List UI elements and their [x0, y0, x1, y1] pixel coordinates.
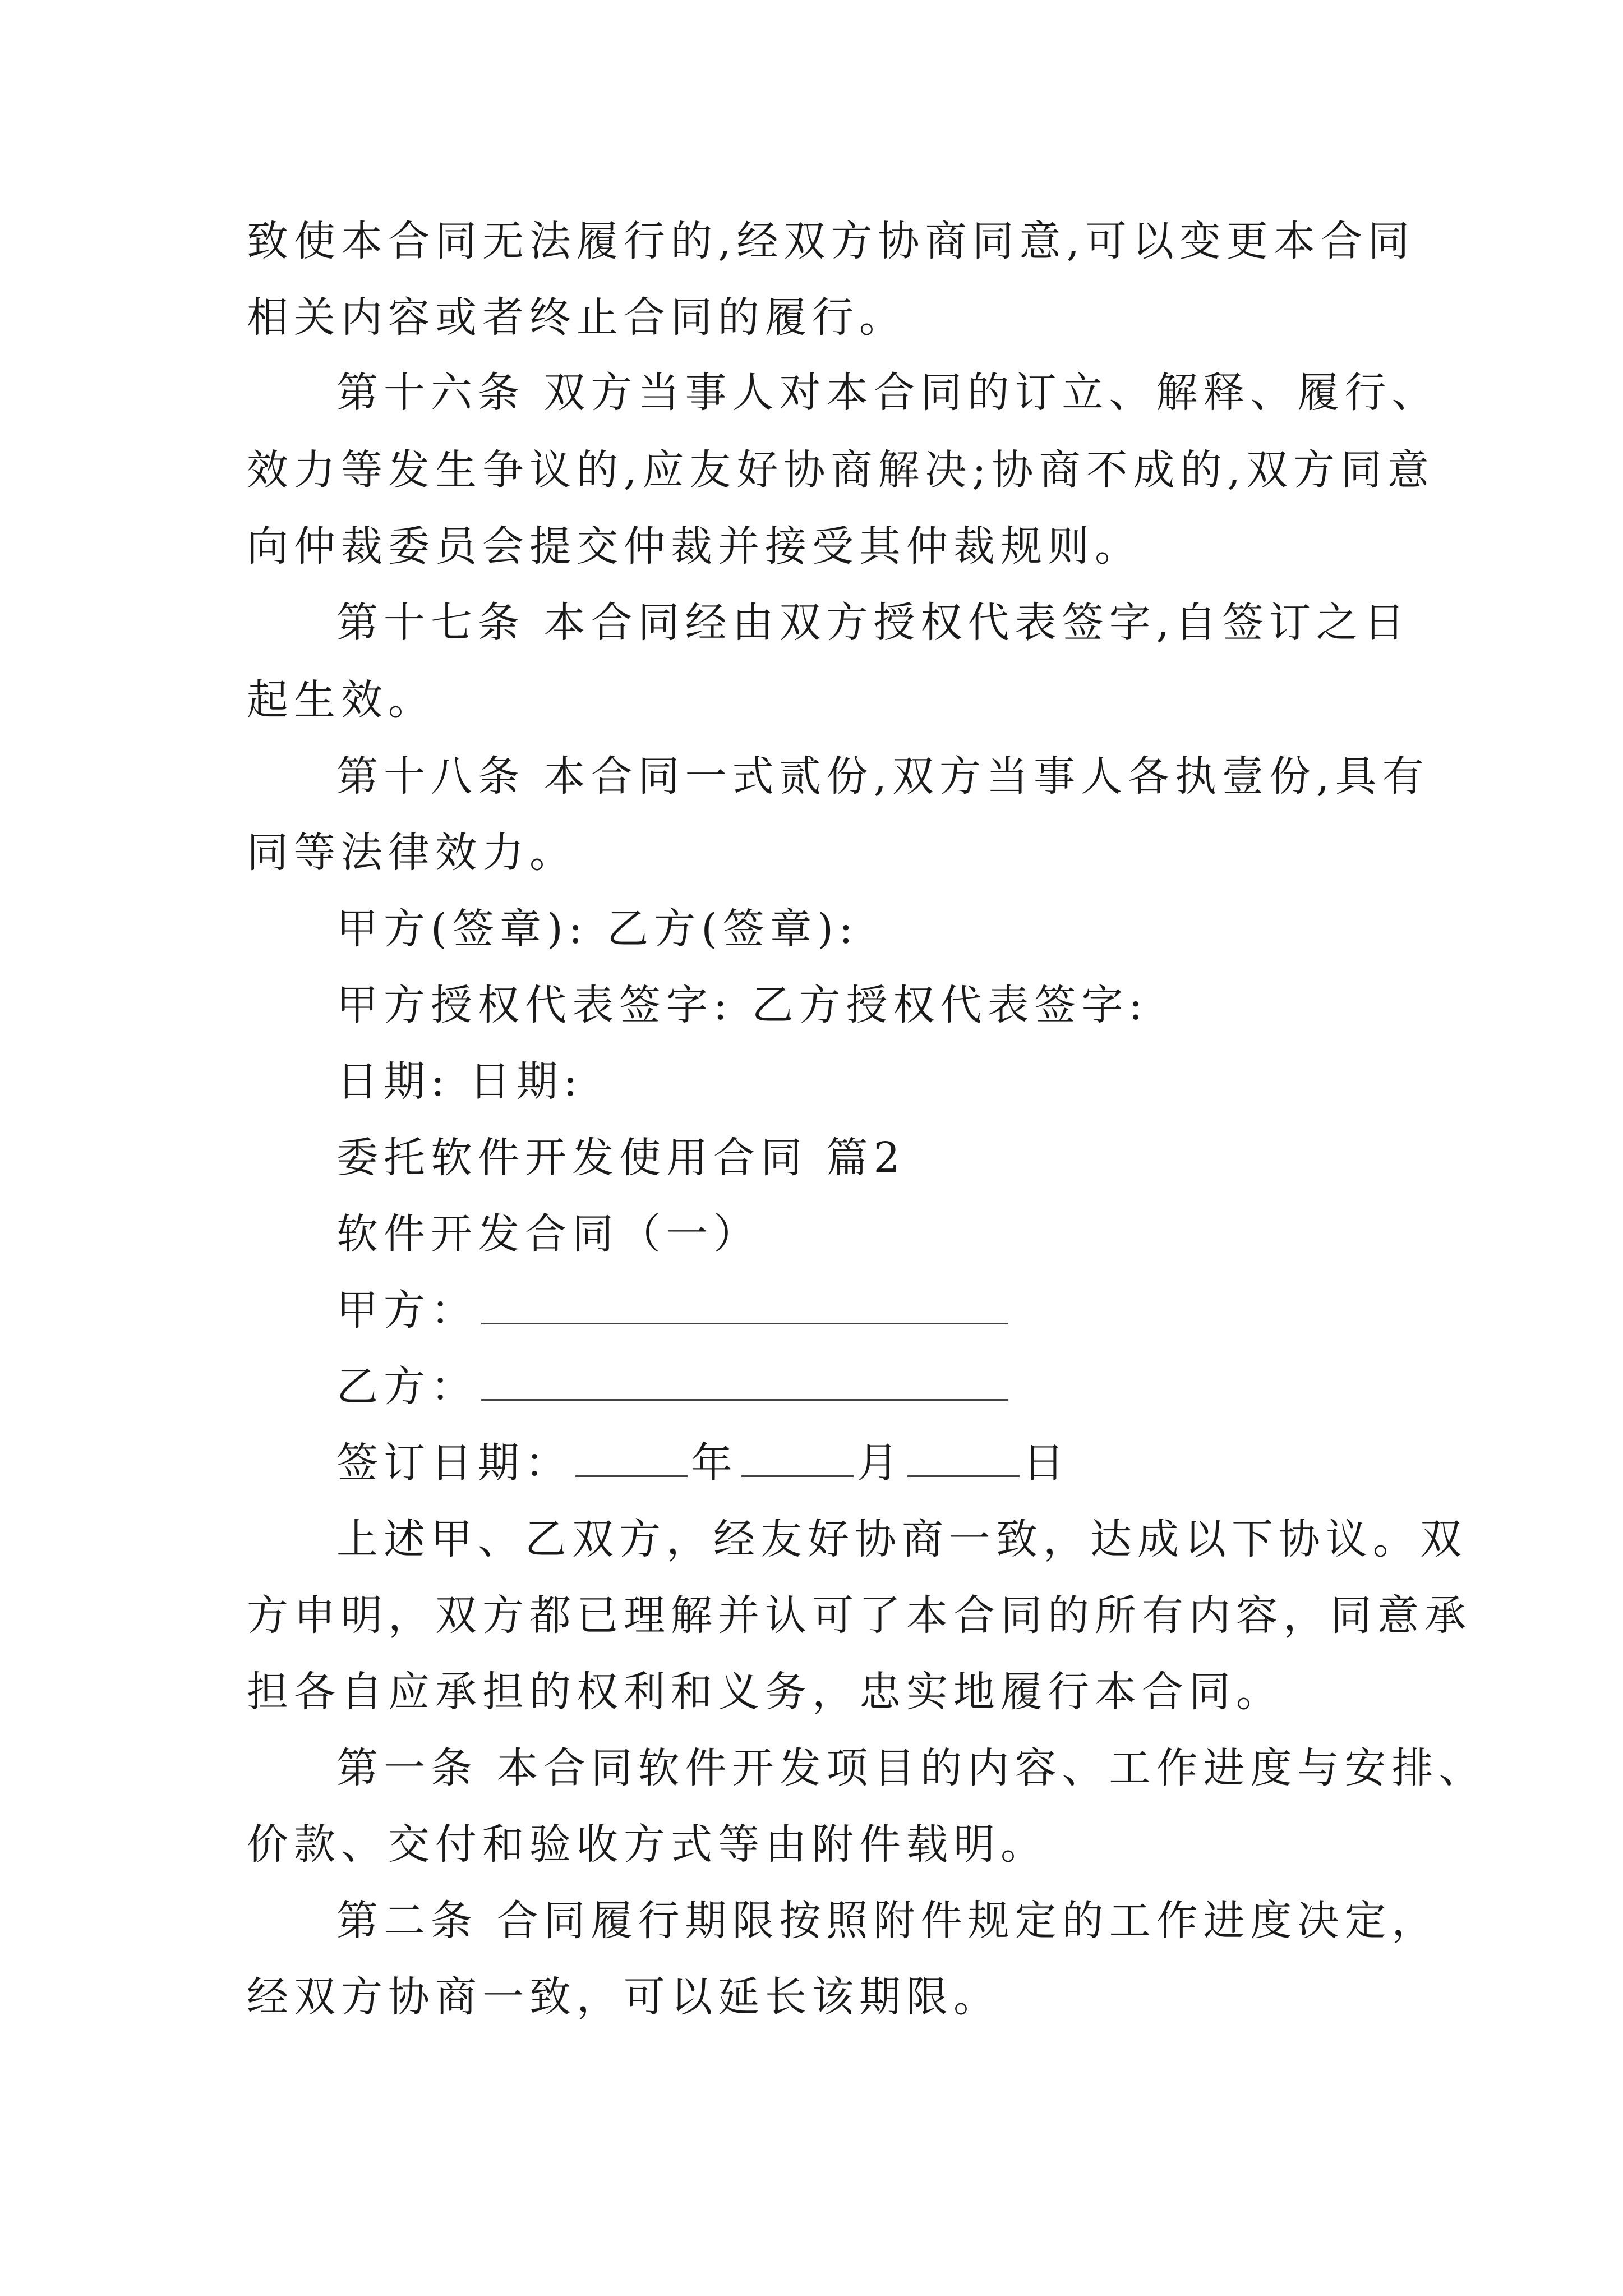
signature-date-line: 日期: 日期:	[336, 1057, 583, 1106]
sign-date-label: 签订日期：	[336, 1439, 572, 1487]
text-line: 起生效。	[247, 676, 435, 724]
text-line: 相关内容或者终止合同的履行。	[247, 293, 906, 342]
clause-18-heading-line: 第十八条 本合同一式贰份,双方当事人各执壹份,具有	[336, 752, 1430, 800]
party-b-label: 乙方：	[336, 1363, 478, 1411]
party-b-blank	[481, 1364, 1008, 1401]
text-line: 致使本合同无法履行的,经双方协商同意,可以变更本合同	[247, 217, 1415, 265]
clause-17-heading-line: 第十七条 本合同经由双方授权代表签字,自签订之日	[336, 599, 1411, 647]
party-a-label: 甲方：	[336, 1286, 478, 1335]
text-line: 向仲裁委员会提交仲裁并接受其仲裁规则。	[247, 522, 1142, 570]
agreement-intro-line: 上述甲、乙双方，经友好协商一致，达成以下协议。双	[336, 1515, 1467, 1563]
day-label: 日	[1023, 1439, 1070, 1487]
signature-seal-line: 甲方(签章): 乙方(签章):	[336, 905, 859, 953]
text-line: 经双方协商一致，可以延长该期限。	[247, 1973, 1000, 2021]
clause-16-heading-line: 第十六条 双方当事人对本合同的订立、解释、履行、	[336, 369, 1439, 417]
day-blank	[907, 1441, 1020, 1477]
article-1-line: 第一条 本合同软件开发项目的内容、工作进度与安排、	[336, 1744, 1486, 1792]
signature-representative-line: 甲方授权代表签字: 乙方授权代表签字:	[336, 981, 1149, 1029]
party-b-line	[336, 1359, 1012, 1415]
party-a-line	[336, 1282, 1012, 1338]
text-line: 同等法律效力。	[247, 829, 577, 877]
party-a-blank	[481, 1288, 1008, 1324]
year-blank	[575, 1441, 688, 1477]
section-title: 委托软件开发使用合同 篇2	[336, 1134, 906, 1182]
text-line: 价款、交付和验收方式等由附件载明。	[247, 1820, 1048, 1869]
article-2-line: 第二条 合同履行期限按照附件规定的工作进度决定，	[336, 1897, 1439, 1945]
month-blank	[741, 1441, 854, 1477]
text-line: 担各自应承担的权利和义务，忠实地履行本合同。	[247, 1668, 1283, 1716]
contract-title: 软件开发合同（一）	[336, 1210, 760, 1258]
month-label: 月	[857, 1439, 904, 1487]
year-label: 年	[691, 1439, 738, 1487]
text-line: 方申明，双方都已理解并认可了本合同的所有内容，同意承	[247, 1591, 1472, 1640]
text-line: 效力等发生争议的,应友好协商解决;协商不成的,双方同意	[247, 446, 1435, 494]
sign-date-line	[336, 1435, 1070, 1491]
